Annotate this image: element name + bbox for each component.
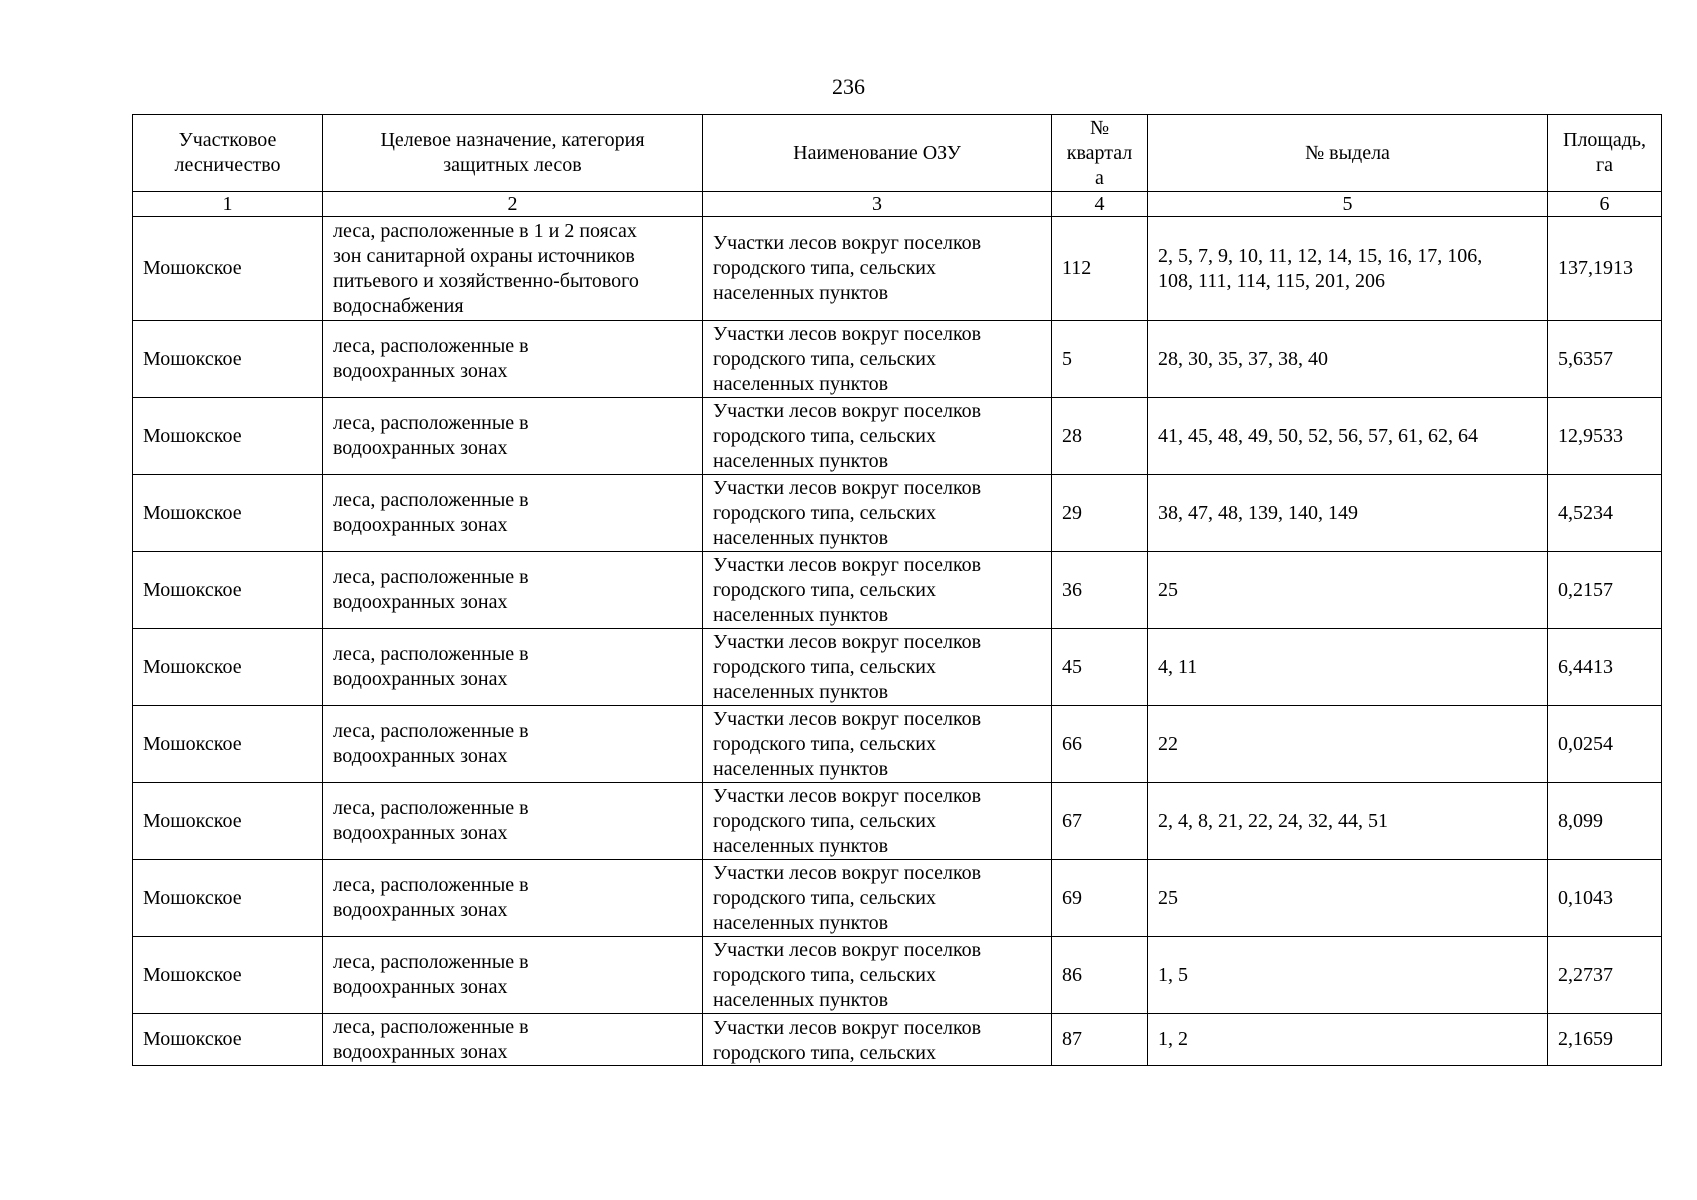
- column-number: 5: [1148, 192, 1548, 217]
- cell-purpose: леса, расположенные в водоохранных зонах: [323, 475, 703, 552]
- table-row: [133, 321, 1662, 398]
- cell-plots: 28, 30, 35, 37, 38, 40: [1148, 321, 1548, 398]
- cell-ozu-name: Участки лесов вокруг поселков городского типа, сельских населенных пунктов: [703, 475, 1052, 552]
- table-row: [133, 398, 1662, 475]
- cell-plots: 1, 2: [1148, 1014, 1548, 1066]
- cell-quarter: 66: [1052, 706, 1148, 783]
- cell-purpose: леса, расположенные в водоохранных зонах: [323, 1014, 703, 1066]
- cell-quarter: 69: [1052, 860, 1148, 937]
- cell-forestry: Мошокское: [133, 1014, 323, 1066]
- cell-forestry: Мошокское: [133, 475, 323, 552]
- cell-forestry: Мошокское: [133, 783, 323, 860]
- cell-plots: 2, 5, 7, 9, 10, 11, 12, 14, 15, 16, 17, 106, 108, 111, 114, 115, 201, 206: [1148, 217, 1548, 321]
- cell-area: 8,099: [1548, 783, 1662, 860]
- page-number: 236: [832, 74, 865, 99]
- cell-area: 0,2157: [1548, 552, 1662, 629]
- cell-purpose: леса, расположенные в водоохранных зонах: [323, 783, 703, 860]
- cell-purpose: леса, расположенные в водоохранных зонах: [323, 398, 703, 475]
- cell-area: 2,1659: [1548, 1014, 1662, 1066]
- cell-plots: 22: [1148, 706, 1548, 783]
- table-row: [133, 217, 1662, 321]
- cell-area: 4,5234: [1548, 475, 1662, 552]
- cell-plots: 2, 4, 8, 21, 22, 24, 32, 44, 51: [1148, 783, 1548, 860]
- cell-area: 2,2737: [1548, 937, 1662, 1014]
- cell-purpose: леса, расположенные в водоохранных зонах: [323, 706, 703, 783]
- column-number: 1: [133, 192, 323, 217]
- cell-quarter: 36: [1052, 552, 1148, 629]
- header-purpose: Целевое назначение, категория защитных лесов: [323, 115, 703, 192]
- table-row: [133, 552, 1662, 629]
- cell-ozu-name: Участки лесов вокруг поселков городского типа, сельских населенных пунктов: [703, 629, 1052, 706]
- column-number: 6: [1548, 192, 1662, 217]
- cell-quarter: 112: [1052, 217, 1148, 321]
- cell-ozu-name: Участки лесов вокруг поселков городского типа, сельских: [713, 1016, 982, 1064]
- table-row: [133, 937, 1662, 1014]
- cell-ozu-name: Участки лесов вокруг поселков городского типа, сельских населенных пунктов: [703, 937, 1052, 1014]
- table-row: [133, 475, 1662, 552]
- header-area: Площадь, га: [1548, 115, 1662, 192]
- cell-ozu-name: Участки лесов вокруг поселков городского типа, сельских населенных пунктов: [703, 321, 1052, 398]
- cell-area: 5,6357: [1548, 321, 1662, 398]
- cell-ozu-name-container: [703, 1014, 1052, 1066]
- cell-quarter: 5: [1052, 321, 1148, 398]
- cell-forestry: Мошокское: [133, 552, 323, 629]
- cell-area: 12,9533: [1548, 398, 1662, 475]
- cell-ozu-name: Участки лесов вокруг поселков городского типа, сельских населенных пунктов: [703, 706, 1052, 783]
- cell-area: 0,1043: [1548, 860, 1662, 937]
- cell-forestry: Мошокское: [133, 321, 323, 398]
- header-quarter-number: № квартал а: [1052, 115, 1148, 192]
- cell-area: 6,4413: [1548, 629, 1662, 706]
- column-number: 3: [703, 192, 1052, 217]
- cell-area: 137,1913: [1548, 217, 1662, 321]
- cell-purpose: леса, расположенные в водоохранных зонах: [323, 860, 703, 937]
- cell-plots: 4, 11: [1148, 629, 1548, 706]
- cell-forestry: Мошокское: [133, 937, 323, 1014]
- cell-forestry: Мошокское: [133, 217, 323, 321]
- column-number: 4: [1052, 192, 1148, 217]
- cell-forestry: Мошокское: [133, 706, 323, 783]
- cell-plots: 41, 45, 48, 49, 50, 52, 56, 57, 61, 62, 64: [1148, 398, 1548, 475]
- cell-ozu-name: Участки лесов вокруг поселков городского типа, сельских населенных пунктов: [703, 783, 1052, 860]
- table-row: [133, 783, 1662, 860]
- header-plot-numbers: № выдела: [1148, 115, 1548, 192]
- cell-plots: 25: [1148, 860, 1548, 937]
- table-header-row: [133, 115, 1662, 192]
- cell-ozu-name: Участки лесов вокруг поселков городского типа, сельских населенных пунктов: [703, 552, 1052, 629]
- cell-purpose: леса, расположенные в водоохранных зонах: [323, 937, 703, 1014]
- cell-quarter: 86: [1052, 937, 1148, 1014]
- cell-purpose: леса, расположенные в водоохранных зонах: [323, 552, 703, 629]
- cell-forestry: Мошокское: [133, 860, 323, 937]
- cell-forestry: Мошокское: [133, 629, 323, 706]
- cell-purpose: леса, расположенные в водоохранных зонах: [323, 321, 703, 398]
- table-row: [133, 1014, 1662, 1066]
- table-row: [133, 629, 1662, 706]
- table-row: [133, 860, 1662, 937]
- header-forestry: Участковое лесничество: [133, 115, 323, 192]
- cell-quarter: 87: [1052, 1014, 1148, 1066]
- protected-forest-table: [132, 114, 1662, 1066]
- cell-plots: 25: [1148, 552, 1548, 629]
- header-ozu-name: Наименование ОЗУ: [703, 115, 1052, 192]
- cell-plots: 38, 47, 48, 139, 140, 149: [1148, 475, 1548, 552]
- cell-ozu-name: Участки лесов вокруг поселков городского типа, сельских населенных пунктов: [703, 860, 1052, 937]
- cell-ozu-name: Участки лесов вокруг поселков городского типа, сельских населенных пунктов: [703, 398, 1052, 475]
- column-number: 2: [323, 192, 703, 217]
- cell-quarter: 45: [1052, 629, 1148, 706]
- cell-quarter: 67: [1052, 783, 1148, 860]
- cell-purpose: леса, расположенные в 1 и 2 поясах зон санитарной охраны источников питьевого и хозяйственно-бытового водоснабжения: [323, 217, 703, 321]
- cell-purpose: леса, расположенные в водоохранных зонах: [323, 629, 703, 706]
- column-number-row: [133, 192, 1662, 217]
- cell-ozu-name: Участки лесов вокруг поселков городского типа, сельских населенных пунктов: [703, 217, 1052, 321]
- table-row: [133, 706, 1662, 783]
- cell-quarter: 28: [1052, 398, 1148, 475]
- cell-area: 0,0254: [1548, 706, 1662, 783]
- cell-plots: 1, 5: [1148, 937, 1548, 1014]
- cell-quarter: 29: [1052, 475, 1148, 552]
- cell-forestry: Мошокское: [133, 398, 323, 475]
